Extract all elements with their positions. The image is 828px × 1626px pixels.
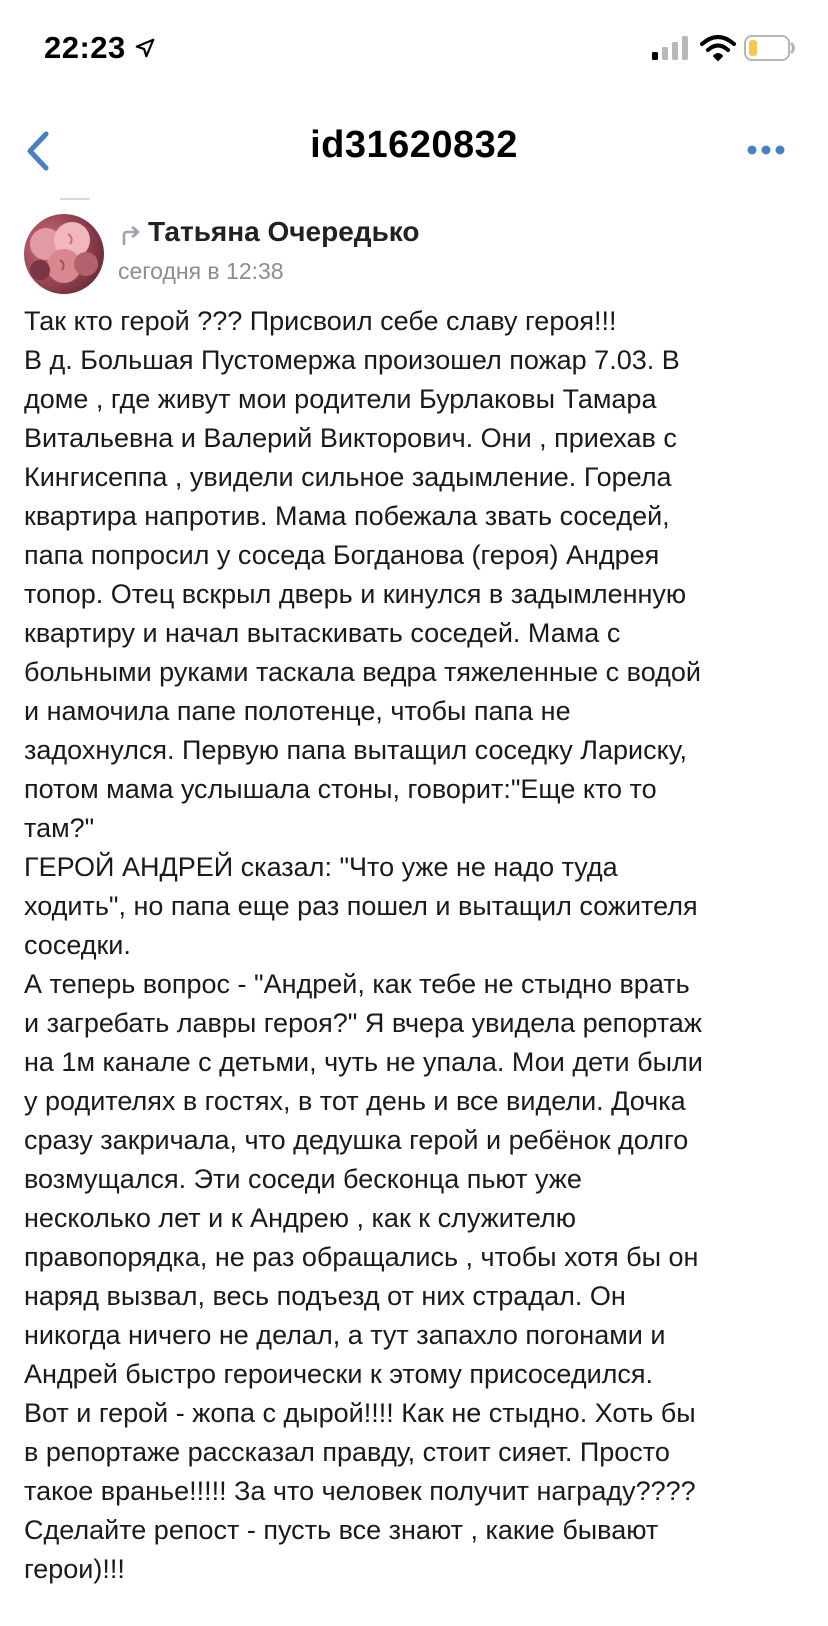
- post-text-line: квартира напротив. Мама побежала звать соседей,: [24, 501, 670, 531]
- cellular-signal-icon: [652, 36, 692, 60]
- post-text-line: топор. Отец вскрыл дверь и кинулся в задымленную: [24, 579, 687, 609]
- post-text-line: соседки.: [24, 930, 131, 960]
- avatar-image: [24, 214, 104, 294]
- post-text-line: квартиру и начал вытаскивать соседей. Мама с: [24, 618, 621, 648]
- post-text-line: на 1м канале с детьми, чуть не упала. Мои дети были: [24, 1047, 703, 1077]
- post-text-line: Витальевна и Валерий Викторович. Они , приехав с: [24, 423, 677, 453]
- post-text-line: больными руками таскала ведра тяжеленные с водой: [24, 657, 701, 687]
- post-text-line: возмущался. Эти соседи бесконца пьют уже: [24, 1164, 582, 1194]
- post-text-line: доме , где живут мои родители Бурлаковы Тамара: [24, 384, 657, 414]
- post-text-line: несколько лет и к Андрею , как к служителю: [24, 1203, 576, 1233]
- repost-arrow-icon: [120, 224, 142, 246]
- avatar[interactable]: [24, 214, 104, 294]
- more-button[interactable]: [742, 130, 794, 170]
- post-text-line: папа попросил у соседа Богданова (героя) Андрея: [24, 540, 660, 570]
- post-text-line: Андрей быстро героически к этому присоседился.: [24, 1359, 654, 1389]
- post-body: [24, 302, 814, 1589]
- post-text-line: задохнулся. Первую папа вытащил соседку Лариску,: [24, 735, 688, 765]
- more-dots-icon: [742, 130, 794, 170]
- post-text-line: Вот и герой - жопа с дырой!!!! Как не стыдно. Хоть бы: [24, 1398, 696, 1428]
- post-text-line: ходить", но папа еще раз пошел и вытащил сожителя: [24, 891, 698, 921]
- post-text-line: герои)!!!: [24, 1554, 125, 1584]
- post-text-line: Кингисеппа , увидели сильное задымление. Горела: [24, 462, 672, 492]
- post-timestamp: сегодня в 12:38: [118, 258, 284, 284]
- page-title: id31620832: [310, 124, 518, 166]
- post-text-line: Сделайте репост - пусть все знают , какие бывают: [24, 1515, 659, 1545]
- post-text-line: В д. Большая Пустомержа произошел пожар 7.03. В: [24, 345, 680, 375]
- post-text-line: никогда ничего не делал, а тут запахло погонами и: [24, 1320, 666, 1350]
- post-text-line: там?": [24, 813, 95, 843]
- post-text-line: сразу закричала, что дедушка герой и ребёнок долго: [24, 1125, 689, 1155]
- post-text-line: у родителях в гостях, в тот день и все видели. Дочка: [24, 1086, 686, 1116]
- post-text-line: потом мама услышала стоны, говорит:"Еще кто то: [24, 774, 657, 804]
- post-text-line: ГЕРОЙ АНДРЕЙ сказал: "Что уже не надо туда: [24, 852, 618, 882]
- status-time: [44, 30, 156, 66]
- divider: [60, 198, 90, 200]
- status-time-label: 22:23: [44, 30, 126, 65]
- post-header: [24, 214, 804, 294]
- post-text-line: Так кто герой ??? Присвоил себе славу героя!!!: [24, 306, 617, 336]
- post-text-line: правопорядка, не раз обращались , чтобы хотя бы он: [24, 1242, 699, 1272]
- status-bar: [0, 0, 828, 96]
- author-name[interactable]: Татьяна Очередько: [148, 216, 420, 247]
- wifi-icon: [700, 34, 736, 62]
- location-arrow-icon: [134, 37, 156, 59]
- post-text-line: наряд вызвал, весь подъезд от них страдал. Он: [24, 1281, 626, 1311]
- post-text-line: А теперь вопрос - "Андрей, как тебе не стыдно врать: [24, 969, 690, 999]
- post-text-line: и намочила папе полотенце, чтобы папа не: [24, 696, 571, 726]
- navigation-bar: [0, 110, 828, 190]
- post-text-line: такое вранье!!!!! За что человек получит награду????: [24, 1476, 696, 1506]
- post-text-line: в репортаже рассказал правду, стоит сияет. Просто: [24, 1437, 670, 1467]
- post-text-line: и загребать лавры героя?" Я вчера увидела репортаж: [24, 1008, 702, 1038]
- battery-low-icon: [744, 35, 796, 61]
